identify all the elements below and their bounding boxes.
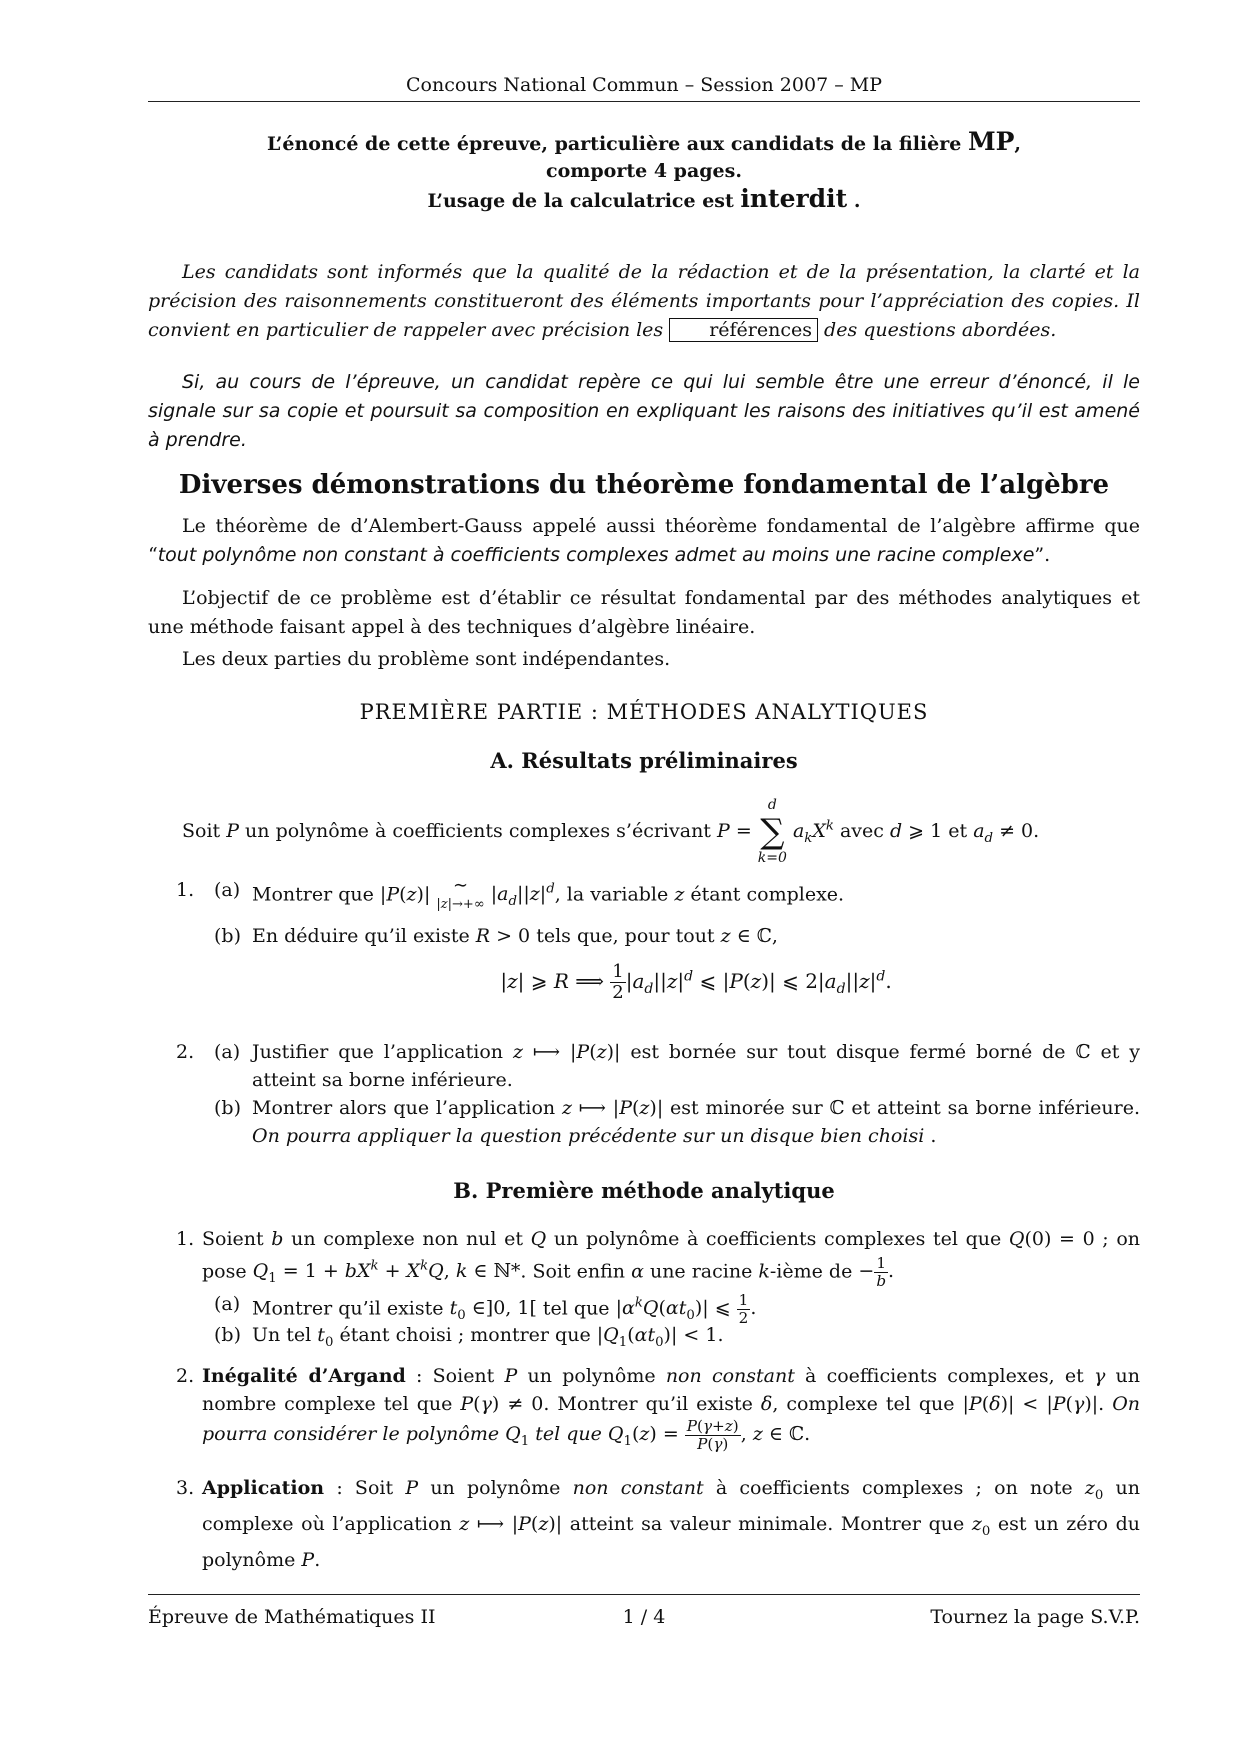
presentation-text: Le théorème de d’Alembert-Gauss appelé aussi théorème fondamental de l’algèbre affirme que “ — [148, 515, 1140, 566]
notice-text: Les candidats sont informés que la qualité de la rédaction et de la présentation, la clarté et la précision des raisonnements constitueront des éléments importants pour l’appréciation des copies. Il convient en particulier de rappeler avec précision les — [148, 261, 1140, 341]
math-k: k — [758, 1260, 770, 1283]
math-Q: Q — [530, 1228, 547, 1250]
question-a2a-text — [252, 1038, 1140, 1094]
subquestion-label: (b) — [214, 925, 241, 947]
math-delta: δ — [760, 1393, 773, 1415]
page-number: 1 / 4 — [622, 1606, 666, 1628]
intro-text: L’énoncé de cette épreuve, particulière aux candidats de la filière — [266, 133, 968, 155]
notice-text: des questions abordées. — [818, 319, 1057, 341]
question-a2b — [148, 1094, 1140, 1154]
math-gamma: γ — [1093, 1365, 1106, 1387]
question-number: 3. — [176, 1477, 195, 1499]
math-z: z — [674, 883, 685, 906]
question-b1-text — [202, 1225, 1140, 1293]
notice-paragraph-2: Si, au cours de l’épreuve, un candidat repère ce qui lui semble être une erreur d’énoncé, il le signale sur sa copie et poursuit sa composition en expliquant les raisons des initiatives qu’il est amené à prendre. — [148, 371, 1140, 451]
presentation-text: ”. — [1034, 544, 1051, 566]
presentation-paragraph-3: Les deux parties du problème sont indépendantes. — [182, 648, 671, 670]
application-label: Application — [202, 1477, 325, 1499]
filiere-name: MP — [967, 127, 1015, 156]
question-number: 1. — [176, 1228, 195, 1250]
math-map-z: z ⟼ |P(z)| — [512, 1041, 621, 1063]
argand-inequality-label: Inégalité d’Argand — [202, 1365, 406, 1387]
intro-text: un polynôme à coefficients complexes s’écrivant — [239, 820, 717, 842]
exam-intro — [148, 128, 1140, 215]
sum-symbol: d ∑ k=0 — [757, 797, 787, 866]
math-argand-ineq: |P(δ)| < |P(γ)|. — [962, 1393, 1105, 1415]
question-number: 2. — [176, 1365, 195, 1387]
question-b3 — [148, 1474, 1140, 1571]
question-b1b-text — [252, 1321, 1140, 1357]
question-number: 1. — [176, 879, 195, 901]
intro-line-3 — [148, 185, 1140, 215]
intro-text: , — [1014, 133, 1022, 155]
q-text: est un zéro du polynôme — [202, 1512, 1140, 1571]
math-R-pos: R > 0 — [475, 925, 531, 947]
header-rule — [148, 101, 1140, 102]
math-abs-P: |P(z)| — [379, 883, 431, 906]
interdit-word: interdit — [740, 184, 848, 213]
q-text: Montrer qu’il existe — [252, 1297, 450, 1320]
q-text: . — [924, 1125, 937, 1147]
exam-page — [148, 0, 1140, 1754]
math-z0: $z_0$ — [971, 1512, 991, 1539]
q-text: à coefficients complexes ; on note — [703, 1477, 1085, 1499]
intro-line-2: comporte 4 pages. — [546, 160, 742, 182]
q-text: Montrer que — [252, 883, 380, 906]
q-text: un nombre complexe tel que — [202, 1365, 1141, 1415]
intro-text: . — [847, 190, 861, 212]
running-header: Concours National Commun – Session 2007 – MP — [406, 74, 882, 96]
question-a1a-text — [252, 876, 1140, 916]
presentation-paragraph-2: L’objectif de ce problème est d’établir ce résultat fondamental par des méthodes analytiques et une méthode faisant appel à des techniques d’algèbre linéaire. — [148, 587, 1140, 638]
q-text: : Soient — [405, 1365, 505, 1387]
notice-paragraph-1 — [148, 258, 1140, 345]
presentation-paragraph-1 — [148, 512, 1140, 570]
q-text: . Montrer qu’il existe — [543, 1393, 761, 1415]
q-text: , complexe tel que — [772, 1393, 963, 1415]
math-d-geq-1: d ⩾ 1 — [889, 820, 943, 842]
q-text: tels que, pour tout — [530, 925, 721, 947]
math-P: P — [301, 1548, 315, 1571]
q-text: Soient — [202, 1228, 272, 1250]
question-number: 2. — [176, 1041, 195, 1063]
math-b1b-ineq: $|Q_1(\alpha t_0)| < 1$. — [596, 1324, 724, 1350]
q-text: ; on pose — [202, 1228, 1141, 1283]
footer-rule — [148, 1594, 1140, 1595]
math-b: b — [271, 1228, 284, 1250]
q-text: atteint sa valeur minimale. Montrer que — [562, 1512, 972, 1535]
intro-line-1 — [148, 128, 1140, 158]
math-inequality: |z| ⩾ R ⟹ $\frac{1}{2}$ $|a_d||z|^d$ ⩽ |P(z)| ⩽ $2|a_d||z|^d$. — [500, 961, 892, 1003]
problem-title: Diverses démonstrations du théorème fondamental de l’algèbre — [178, 470, 1110, 500]
math-equiv-rhs: $|a_d||z|^d$ — [490, 882, 555, 910]
section-b-title: B. Première méthode analytique — [453, 1178, 835, 1203]
q-text: un complexe non nul et — [283, 1228, 531, 1250]
q-text: un polynôme à coefficients complexes tel que — [546, 1228, 1009, 1250]
math-z-in-C: z ∈ ℂ, — [720, 925, 778, 947]
hint-text: On pourra considérer le polynôme — [202, 1393, 1141, 1446]
q-text: Un tel — [252, 1324, 318, 1346]
non-constant-text: non constant — [572, 1477, 704, 1499]
q-text: , la variable — [554, 883, 675, 906]
math-z0: $z_0$ — [1084, 1477, 1104, 1503]
math-sum-term: $a_kX^k$ — [786, 818, 834, 846]
q-text: Justifier que l’application — [252, 1041, 513, 1063]
hint-text: tel que — [529, 1423, 608, 1446]
math-map-z: z ⟼ |P(z)| — [561, 1097, 664, 1119]
q-text: une racine — [643, 1260, 759, 1283]
math-ad-neq-0: $a_d \ne 0$. — [973, 820, 1040, 846]
math-P: P — [405, 1477, 419, 1499]
equivalent-symbol: ∼ |z|→+∞ — [436, 875, 485, 913]
non-constant-text: non constant — [665, 1365, 795, 1387]
math-P: P — [226, 820, 240, 842]
q-text: un complexe où l’application — [202, 1477, 1140, 1535]
q-text: étant complexe. — [684, 883, 845, 906]
math-minus-inv-b: − $\frac{1}{b}$ . — [858, 1254, 895, 1290]
q-text: étant choisi ; montrer que — [333, 1324, 597, 1346]
intro-text: Soit — [182, 820, 227, 842]
intro-text: L’usage de la calculatrice est — [427, 190, 741, 212]
q-text: . — [314, 1548, 321, 1571]
question-a2a — [148, 1038, 1140, 1098]
display-inequality — [148, 962, 1140, 1003]
part-1-title: PREMIÈRE PARTIE : MÉTHODES ANALYTIQUES — [359, 700, 929, 724]
q-text: . Soit enfin — [520, 1260, 632, 1283]
q-text: est bornée sur tout disque fermé borné de ℂ et y atteint sa borne inférieure. — [252, 1041, 1140, 1091]
math-P-gamma-nonzero: P(γ) ≠ 0 — [460, 1393, 544, 1415]
math-Q0: Q(0) = 0 — [1008, 1228, 1095, 1250]
section-a-title: A. Résultats préliminaires — [490, 748, 798, 773]
references-box: références — [669, 318, 818, 342]
q-text: un polynôme — [418, 1477, 573, 1499]
q-text: Montrer alors que l’application — [252, 1097, 562, 1119]
question-b3-text — [202, 1474, 1140, 1574]
q-text: à coefficients complexes, et — [794, 1365, 1094, 1387]
math-b1a-ineq: $|\alpha^kQ(\alpha t_0)|$ ⩽ $\frac{1}{2}$ . — [615, 1291, 757, 1327]
turn-page-note: Tournez la page S.V.P. — [930, 1606, 1140, 1628]
hint-text: On pourra appliquer la question précédente sur un disque bien choisi — [252, 1125, 925, 1147]
q-text: En déduire qu’il existe — [252, 925, 476, 947]
math-P: P — [504, 1365, 518, 1387]
math-t0-interval: $t_0$ ∈]0, 1[ — [449, 1297, 537, 1324]
subquestion-label: (a) — [214, 879, 241, 901]
question-b1 — [148, 1225, 1141, 1290]
question-b2 — [148, 1362, 1140, 1452]
subquestion-label: (a) — [214, 1041, 241, 1063]
q-text: : Soit — [324, 1477, 406, 1499]
math-P-def: P = — [716, 820, 752, 842]
q-text: -ième de — [769, 1260, 859, 1283]
subquestion-label: (b) — [214, 1324, 241, 1346]
math-Q1-formula: $Q_1(z)$ = $\frac{P(\gamma+z)}{P(\gamma)}$ , z ∈ ℂ. — [607, 1417, 811, 1453]
question-a1b-text — [252, 922, 1140, 950]
subquestion-label: (a) — [214, 1293, 241, 1315]
math-map-z: z ⟼ |P(z)| — [459, 1512, 563, 1535]
question-b2-text — [202, 1362, 1140, 1456]
math-alpha: α — [631, 1260, 644, 1283]
subquestion-label: (b) — [214, 1097, 241, 1119]
math-Q1: $Q_1$ — [505, 1423, 530, 1450]
theorem-quote: tout polynôme non constant à coefficients complexes admet au moins une racine complexe — [157, 544, 1035, 566]
math-t0: $t_0$ — [317, 1324, 334, 1350]
intro-text: et — [942, 820, 974, 842]
intro-text: avec — [833, 820, 890, 842]
footer-subject: Épreuve de Mathématiques II — [148, 1606, 436, 1628]
math-Q1-def: $Q_1 = 1 + bX^k + X^kQ$, k ∈ ℕ* — [252, 1259, 521, 1287]
q-text: tel que — [536, 1297, 616, 1320]
q-text: un polynôme — [517, 1365, 666, 1387]
q-text: est minorée sur ℂ et atteint sa borne inférieure. — [663, 1097, 1141, 1119]
question-a2b-text — [252, 1094, 1140, 1150]
